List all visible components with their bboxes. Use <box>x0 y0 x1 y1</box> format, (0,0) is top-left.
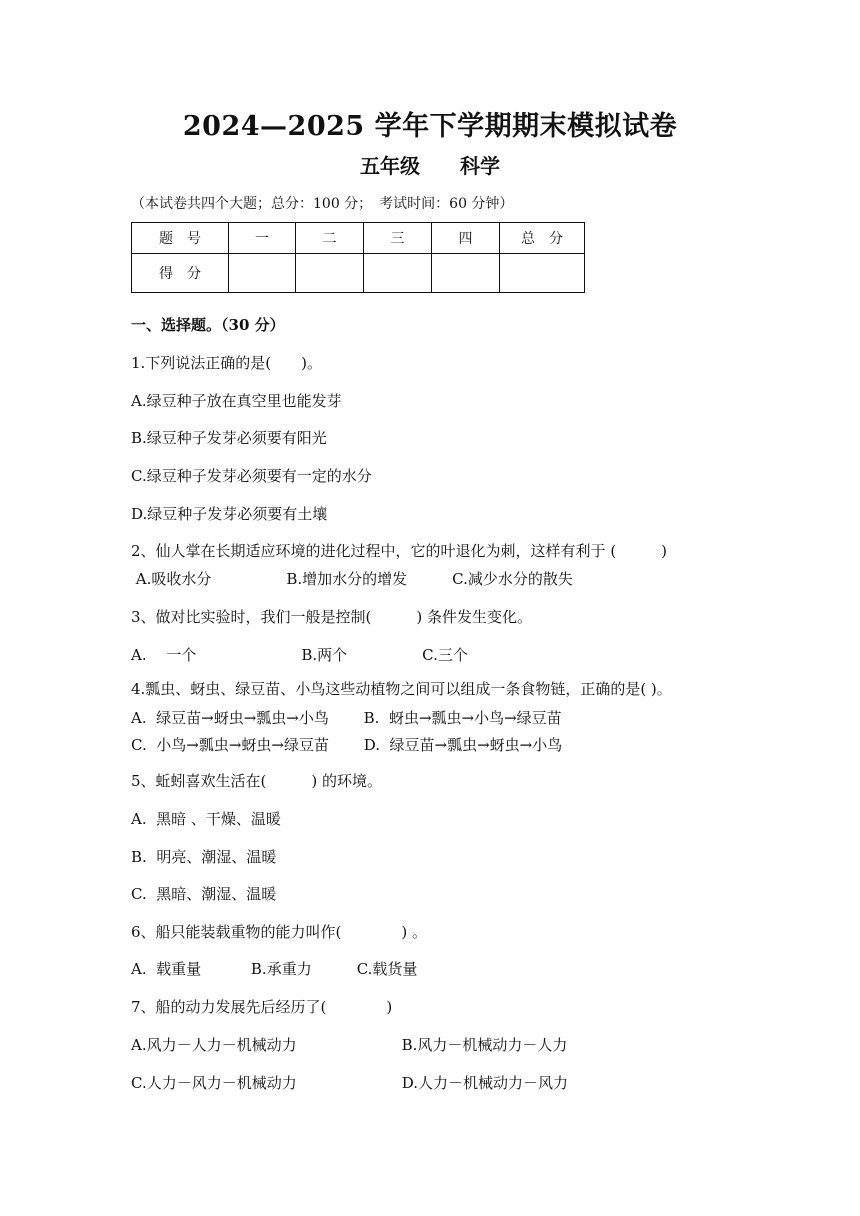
score-header-cell: 四 <box>432 223 500 254</box>
score-cell <box>229 254 296 293</box>
answer-options-row: A. 绿豆苗→蚜虫→瓢虫→小鸟 B. 蚜虫→瓢虫→小鸟→绿豆苗 <box>131 709 562 727</box>
question-text: 2、仙人掌在长期适应环境的进化过程中，它的叶退化为刺，这样有利于 ( ) <box>131 542 668 560</box>
score-row-label: 得 分 <box>132 254 229 293</box>
answer-option: A.绿豆种子放在真空里也能发芽 <box>131 392 342 410</box>
score-header-cell: 总 分 <box>500 223 585 254</box>
section-heading: 一、选择题。（30 分） <box>131 316 285 334</box>
question-text: 5、蚯蚓喜欢生活在( ) 的环境。 <box>131 772 383 790</box>
question-text: 6、船只能装载重物的能力叫作( ) 。 <box>131 923 428 941</box>
answer-option: A. 黑暗 、干燥、温暖 <box>131 810 281 828</box>
answer-option: B.绿豆种子发芽必须要有阳光 <box>131 429 327 447</box>
question-text: 4.瓢虫、蚜虫、绿豆苗、小鸟这些动植物之间可以组成一条食物链，正确的是( )。 <box>131 680 672 698</box>
answer-options-row: A.风力－人力－机械动力 B.风力－机械动力－人力 <box>131 1036 568 1054</box>
score-table-score-row <box>132 254 585 293</box>
answer-options-row: A. 载重量 B.承重力 C.载货量 <box>131 960 418 978</box>
exam-subtitle: 五年级 科学 <box>360 154 500 178</box>
score-header-cell: 二 <box>296 223 364 254</box>
exam-title: 2024—2025 学年下学期期末模拟试卷 <box>182 111 678 142</box>
score-cell <box>364 254 432 293</box>
question-text: 3、做对比实验时，我们一般是控制( ) 条件发生变化。 <box>131 608 533 626</box>
answer-options-row: C. 小鸟→瓢虫→蚜虫→绿豆苗 D. 绿豆苗→瓢虫→蚜虫→小鸟 <box>131 736 563 754</box>
score-table <box>131 222 585 293</box>
answer-option: C.绿豆种子发芽必须要有一定的水分 <box>131 467 372 485</box>
score-header-cell: 一 <box>229 223 296 254</box>
answer-option: B. 明亮、潮湿、温暖 <box>131 848 277 866</box>
answer-options-row: A. 一个 B.两个 C.三个 <box>131 646 468 664</box>
question-text: 1.下列说法正确的是( )。 <box>131 354 323 372</box>
answer-option: D.绿豆种子发芽必须要有土壤 <box>131 505 328 523</box>
score-cell <box>500 254 585 293</box>
score-cell <box>296 254 364 293</box>
score-cell <box>432 254 500 293</box>
score-header-cell: 题 号 <box>132 223 229 254</box>
question-text: 7、船的动力发展先后经历了( ) <box>131 998 393 1016</box>
answer-options-row: C.人力－风力－机械动力 D.人力－机械动力－风力 <box>131 1074 568 1092</box>
answer-options-row: A.吸收水分 B.增加水分的增发 C.减少水分的散失 <box>131 570 573 588</box>
answer-option: C. 黑暗、潮湿、温暖 <box>131 885 277 903</box>
exam-note: （本试卷共四个大题；总分：100 分； 考试时间：60 分钟） <box>131 196 514 212</box>
score-header-cell: 三 <box>364 223 432 254</box>
score-table-header-row <box>132 223 585 254</box>
